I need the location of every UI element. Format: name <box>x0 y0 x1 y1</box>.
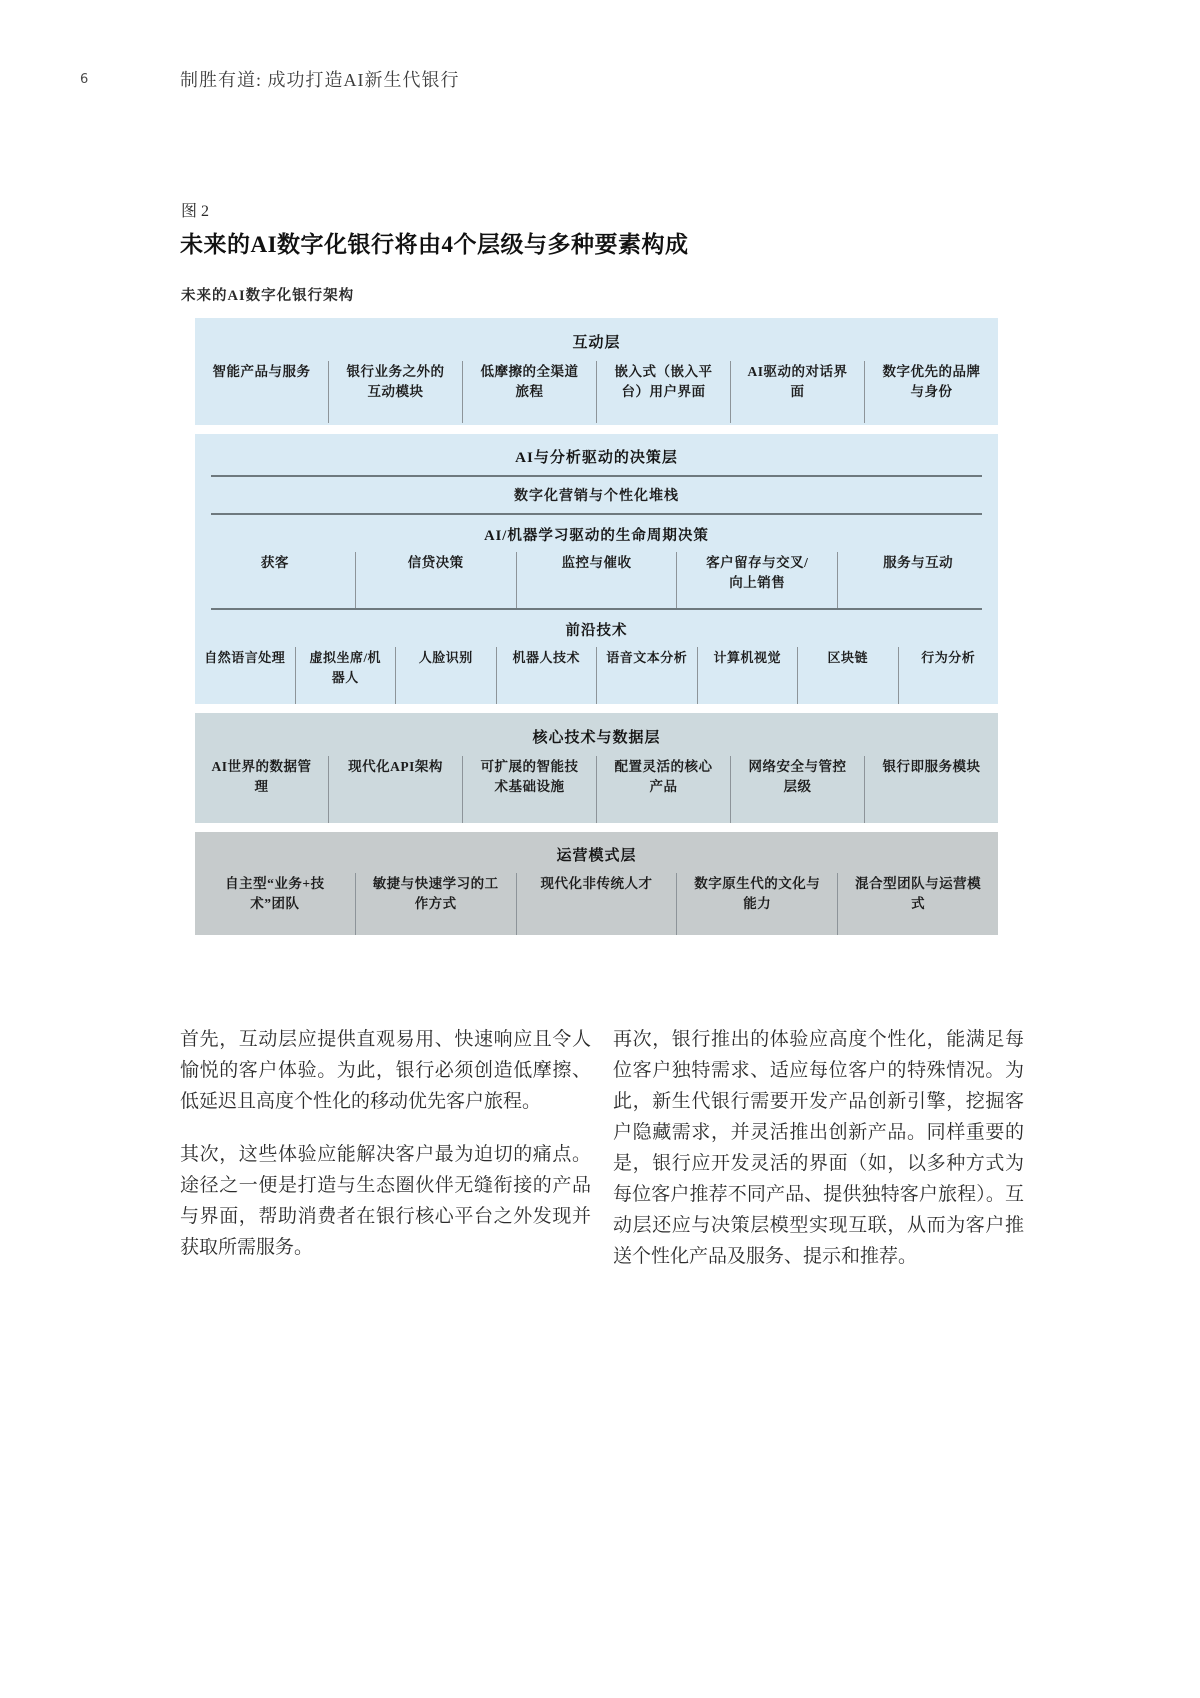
figure-title: 未来的AI数字化银行将由4个层级与多种要素构成 <box>180 232 689 257</box>
doc-header-title: 制胜有道: 成功打造AI新生代银行 <box>180 70 460 90</box>
core-layer-item: 配置灵活的核心产品 <box>597 756 731 823</box>
decision-layer-title: AI与分析驱动的决策层 <box>515 450 678 466</box>
frontier-tech-row <box>195 647 998 704</box>
core-layer-item: 网络安全与管控层级 <box>731 756 865 823</box>
lifecycle-item: 服务与互动 <box>883 555 954 570</box>
tech-item: 人脸识别 <box>396 647 497 704</box>
interaction-layer-item: 低摩擦的全渠道旅程 <box>463 361 597 423</box>
tech-item: 计算机视觉 <box>698 647 799 704</box>
tech-item: 自然语言处理 <box>195 647 296 704</box>
interaction-layer <box>195 318 998 425</box>
lifecycle-item: 信贷决策 <box>356 552 517 608</box>
lifecycle-item: 监控与催收 <box>517 552 678 608</box>
tech-item: 机器人技术 <box>497 647 598 704</box>
operating-layer-title: 运营模式层 <box>556 848 637 864</box>
lifecycle-row <box>195 552 998 608</box>
tech-item: 语音文本分析 <box>597 647 698 704</box>
lifecycle-item: 获客 <box>195 552 356 608</box>
operating-model-layer <box>195 832 998 935</box>
lifecycle-title: AI/机器学习驱动的生命周期决策 <box>484 528 709 544</box>
frontier-tech-title: 前沿技术 <box>565 623 628 639</box>
core-layer-item: AI世界的数据管理 <box>195 756 329 823</box>
interaction-layer-row <box>195 361 998 423</box>
interaction-layer-item: 智能产品与服务 <box>195 361 329 423</box>
tech-item: 行为分析 <box>921 650 976 665</box>
figure-label: 图 2 <box>181 203 210 220</box>
interaction-layer-item: AI驱动的对话界面 <box>731 361 865 423</box>
interaction-layer-item: 银行业务之外的互动模块 <box>329 361 463 423</box>
paragraph: 首先，互动层应提供直观易用、快速响应且令人愉悦的客户体验。为此，银行必须创造低摩擦、低延迟且高度个性化的移动优先客户旅程。 <box>180 1029 591 1112</box>
tech-item: 虚拟坐席/机器人 <box>296 647 397 704</box>
lifecycle-item: 客户留存与交叉/向上销售 <box>677 552 838 608</box>
body-column-left <box>180 1024 591 1294</box>
interaction-layer-item: 数字优先的品牌与身份 <box>882 364 981 400</box>
core-layer-row <box>195 756 998 823</box>
page-number: 6 <box>80 72 89 87</box>
core-layer-item: 银行即服务模块 <box>882 759 981 774</box>
operating-layer-row <box>195 873 998 935</box>
body-column-right <box>613 1024 1024 1294</box>
operating-layer-item: 混合型团队与运营模式 <box>855 876 982 912</box>
architecture-diagram <box>195 318 998 944</box>
core-layer-item: 现代化API架构 <box>329 756 463 823</box>
core-tech-data-layer <box>195 713 998 823</box>
body-text <box>180 1024 1024 1294</box>
operating-layer-item: 自主型“业务+技术”团队 <box>195 873 356 935</box>
figure-subtitle: 未来的AI数字化银行架构 <box>181 288 355 304</box>
interaction-layer-item: 嵌入式（嵌入平台）用户界面 <box>597 361 731 423</box>
tech-item: 区块链 <box>798 647 899 704</box>
operating-layer-item: 敏捷与快速学习的工作方式 <box>356 873 517 935</box>
core-layer-title: 核心技术与数据层 <box>532 730 661 746</box>
operating-layer-item: 数字原生代的文化与能力 <box>677 873 838 935</box>
core-layer-item: 可扩展的智能技术基础设施 <box>463 756 597 823</box>
marketing-stack-label: 数字化营销与个性化堆栈 <box>514 489 679 504</box>
operating-layer-item: 现代化非传统人才 <box>517 873 678 935</box>
paragraph: 其次，这些体验应能解决客户最为迫切的痛点。途径之一便是打造与生态圈伙伴无缝衔接的产品与界面，帮助消费者在银行核心平台之外发现并获取所需服务。 <box>180 1144 591 1258</box>
paragraph: 再次，银行推出的体验应高度个性化，能满足每位客户独特需求、适应每位客户的特殊情况。为此，新生代银行需要开发产品创新引擎，挖掘客户隐藏需求，并灵活推出创新产品。同样重要的是，银行应开发灵活的界面（如，以多种方式为每位客户推荐不同产品、提供独特客户旅程）。互动层还应与决策层模型实现互联，从而为客户推送个性化产品及服务、提示和推荐。 <box>613 1029 1024 1267</box>
interaction-layer-title: 互动层 <box>572 335 621 351</box>
decision-layer <box>195 434 998 704</box>
